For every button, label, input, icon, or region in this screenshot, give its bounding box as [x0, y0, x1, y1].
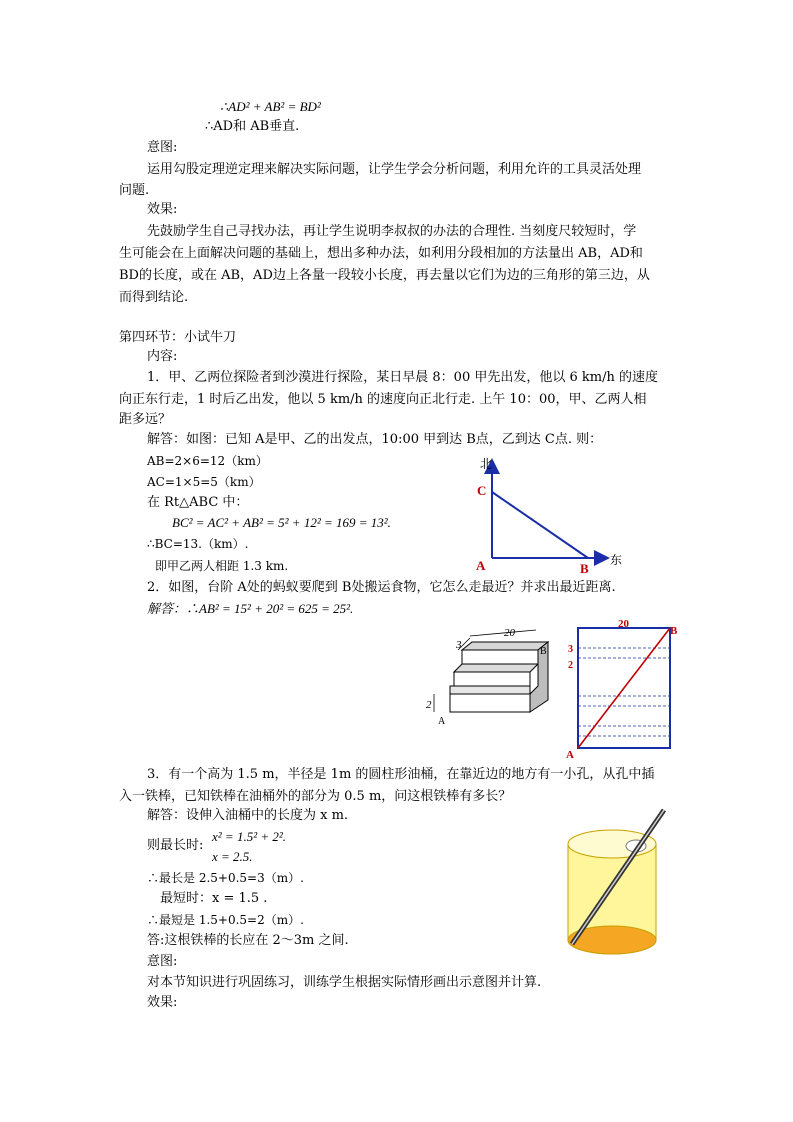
p3-answer-max-label: 则最长时: [147, 838, 204, 853]
intent1-line1: 运用勾股定理逆定理来解决实际问题，让学生学会分析问题，利用允许的工具灵活处理 [147, 162, 642, 177]
step-front-3 [462, 650, 538, 664]
stair-label-a: A [438, 716, 446, 727]
p1-answer-equation: BC² = AC² + AB² = 5² + 12² = 169 = 13². [172, 515, 391, 530]
label-a: A [476, 558, 486, 573]
effect1-line3: BD的长度，或在 AB，AD边上各量一段较小长度，再去量以它们为边的三角形的第三边，从 [119, 268, 650, 283]
unfolded-top: 20 [618, 618, 629, 630]
dim-side: 3 [456, 639, 462, 651]
step-top-2 [454, 664, 538, 672]
p1-question-line1: 1．甲、乙两位探险者到沙漠进行探险，某日早晨 8：00 甲先出发，他以 6 km/h 的速度 [147, 370, 658, 385]
p2-question: 2．如图，台阶 A处的蚂蚁要爬到 B处搬运食物，它怎么走最近？并求出最近距离. [147, 580, 616, 595]
p3-answer-line1: 解答：设伸入油桶中的长度为 x m. [147, 808, 349, 823]
unfolded-diagram [562, 618, 682, 760]
intent1-line2: 问题. [119, 183, 150, 198]
p1-answer-bc: ∴BC=13.（km）. [147, 537, 249, 551]
effect1-line1: 先鼓励学生自己寻找办法，再让学生说明李叔叔的办法的合理性. 当刻度尺较短时，学 [147, 224, 637, 239]
dim-top-line [470, 630, 536, 636]
staircase-diagram [418, 628, 558, 728]
p3-intent-text: 对本节知识进行巩固练习，训练学生根据实际情形画出示意图并计算. [147, 975, 542, 990]
p3-answer-max-eq2: x = 2.5. [212, 849, 253, 864]
p3-answer-min: 最短时：x = 1.5 . [160, 891, 268, 906]
p3-answer-max-result: ∴最长是 2.5+0.5=3（m）. [147, 871, 304, 885]
east-label: 东 [610, 553, 623, 567]
effect1-line4: 而得到结论. [119, 290, 189, 305]
hypotenuse-bc [492, 492, 588, 558]
unfolded-label-a: A [566, 749, 574, 760]
effect1-label: 效果: [147, 202, 178, 217]
p3-intent-label: 意图: [147, 954, 178, 969]
effect1-line2: 生可能会在上面解决问题的基础上，想出多种办法，如利用分段相加的方法量出 AB，AD和 [119, 246, 643, 261]
p3-question-line1: 3．有一个高为 1.5 m，半径是 1m 的圆柱形油桶，在靠近边的地方有一小孔，从孔中插 [147, 767, 655, 782]
intent1-label: 意图: [147, 140, 178, 155]
p3-answer-min-result: ∴最短是 1.5+0.5=2（m）. [147, 913, 304, 927]
section4-content-label: 内容: [147, 349, 178, 364]
cylinder-diagram [558, 800, 678, 960]
unfolded-label-b: B [670, 625, 678, 637]
p3-question-line2: 入一铁棒，已知铁棒在油桶外的部分为 0.5 m，问这根铁棒有多长？ [119, 789, 512, 804]
p1-answer-rt: 在 Rt△ABC 中： [147, 495, 249, 510]
p1-answer-ab: AB=2×6=12（km） [147, 454, 268, 468]
top-perpendicular: ∴AD和 AB垂直. [205, 119, 300, 134]
dim-step: 2 [426, 699, 432, 711]
stair-label-b: B [540, 646, 547, 657]
step-front-2 [454, 672, 530, 686]
label-b: B [580, 561, 589, 576]
p3-effect-label: 效果: [147, 995, 178, 1010]
step-top-3 [462, 642, 548, 650]
p1-question-line3: 距多远？ [119, 412, 172, 427]
section4-title: 第四环节：小试牛刀 [119, 330, 237, 345]
p1-question-line2: 向正东行走，1 时后乙出发，他以 5 km/h 的速度向正北行走. 上午 10：00，甲、乙两人相 [119, 392, 647, 407]
triangle-diagram [470, 448, 630, 578]
p3-answer-max-eq1: x² = 1.5² + 2². [212, 829, 287, 844]
p3-answer-final: 答:这根铁棒的长应在 2～3m 之间. [147, 933, 349, 948]
unfolded-label-2: 2 [568, 660, 573, 671]
p2-answer: 解答：∴AB² = 15² + 20² = 625 = 25². [147, 601, 354, 616]
p1-answer-line1: 解答：如图：已知 A是甲、乙的出发点，10:00 甲到达 B点，乙到达 C点. 则： [147, 432, 603, 447]
step-top-1 [450, 686, 530, 694]
unfolded-label-3: 3 [568, 644, 573, 655]
top-equation: ∴AD² + AB² = BD² [220, 99, 321, 114]
label-c: C [477, 483, 487, 498]
north-label: 北 [480, 457, 493, 471]
p1-answer-ac: AC=1×5=5（km） [147, 475, 261, 489]
p1-answer-conclusion: 即甲乙两人相距 1.3 km. [155, 559, 289, 573]
step-front-1 [450, 694, 530, 712]
dim-top: 20 [504, 628, 515, 639]
